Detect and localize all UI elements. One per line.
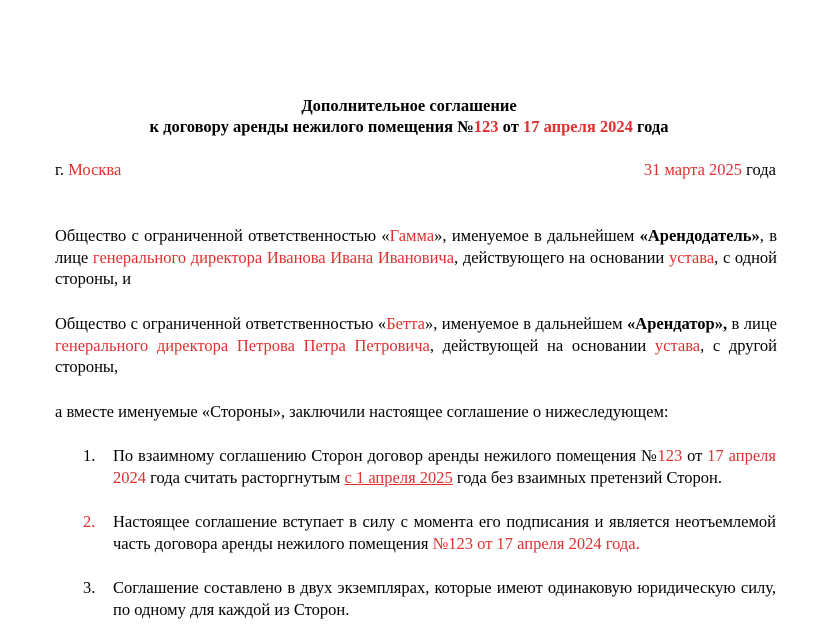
party2-basis: устава bbox=[654, 335, 701, 355]
party2-text-5: , с другой стороны, bbox=[55, 335, 777, 376]
party2-text-3: в лице bbox=[731, 314, 778, 333]
party-landlord-paragraph bbox=[55, 225, 777, 290]
item1-contract-date: 17 апреля 2024 bbox=[113, 446, 776, 487]
party1-role: «Арендодатель» bbox=[639, 226, 760, 245]
document-title: Дополнительное соглашение bbox=[301, 96, 517, 115]
subtitle-mid: от bbox=[498, 117, 523, 136]
contract-date: 17 апреля 2024 bbox=[522, 117, 633, 136]
item1-text-1: По взаимному соглашению Сторон договор аренды нежилого помещения № bbox=[113, 446, 658, 465]
subtitle-suffix: года bbox=[632, 117, 669, 136]
signing-date-value: 31 марта 2025 bbox=[643, 160, 743, 179]
list-item-number: 2. bbox=[83, 512, 96, 531]
signing-date-suffix: года bbox=[742, 160, 776, 179]
party1-company-name: Гамма bbox=[389, 226, 435, 245]
item2-contract-reference: №123 от 17 апреля 2024 года. bbox=[432, 533, 640, 553]
document-subtitle bbox=[0, 116, 818, 138]
party2-text-2: », именуемое в дальнейшем bbox=[424, 314, 628, 333]
item2-text-1: Настоящее соглашение вступает в силу с момента его подписания и является неотъемлемой часть договора аренды нежилого помещения bbox=[113, 512, 776, 553]
item1-text-2: от bbox=[682, 446, 708, 465]
party1-representative: генерального директора Иванова Ивана Ивановича bbox=[92, 247, 455, 267]
item1-text-3: года считать расторгнутым bbox=[146, 467, 345, 487]
city-prefix: г. bbox=[55, 160, 69, 179]
party1-text-1: Общество с ограниченной ответственностью « bbox=[55, 226, 390, 245]
list-item-effective bbox=[113, 511, 776, 554]
party1-text-4: , действующего на основании bbox=[454, 247, 669, 267]
list-item-number: 1. bbox=[83, 446, 96, 465]
party-tenant-paragraph bbox=[55, 313, 777, 378]
item1-contract-number: 123 bbox=[657, 446, 683, 465]
party2-text-4: , действующей на основании bbox=[429, 335, 655, 355]
party1-text-3: , в лице bbox=[55, 226, 777, 267]
item3-text-1: Соглашение составлено в двух экземплярах, которые имеют одинаковую юридическую силу, по одному для каждой из Сторон. bbox=[113, 578, 776, 619]
intro-paragraph: а вместе именуемые «Стороны», заключили настоящее соглашение о нижеследующем: bbox=[55, 402, 669, 421]
party2-role: «Арендатор», bbox=[627, 314, 732, 333]
contract-number: 123 bbox=[473, 117, 499, 136]
item1-text-4: года без взаимных претензий Сторон. bbox=[452, 467, 722, 487]
party2-company-name: Бетта bbox=[386, 314, 425, 333]
list-item-copies bbox=[113, 577, 776, 620]
item1-termination-date: с 1 апреля 2025 bbox=[344, 467, 453, 487]
party1-text-5: , с одной стороны, и bbox=[55, 247, 778, 288]
list-item-number: 3. bbox=[83, 578, 96, 597]
signing-date bbox=[644, 159, 776, 181]
party2-representative: генерального директора Петрова Петра Петровича bbox=[55, 335, 430, 355]
list-item-termination bbox=[113, 445, 776, 488]
party2-text-1: Общество с ограниченной ответственностью « bbox=[55, 314, 387, 333]
party1-basis: устава bbox=[668, 247, 715, 267]
party1-text-2: », именуемое в дальнейшем bbox=[434, 226, 640, 245]
subtitle-prefix: к договору аренды нежилого помещения № bbox=[149, 117, 474, 136]
city-name: Москва bbox=[68, 160, 122, 179]
